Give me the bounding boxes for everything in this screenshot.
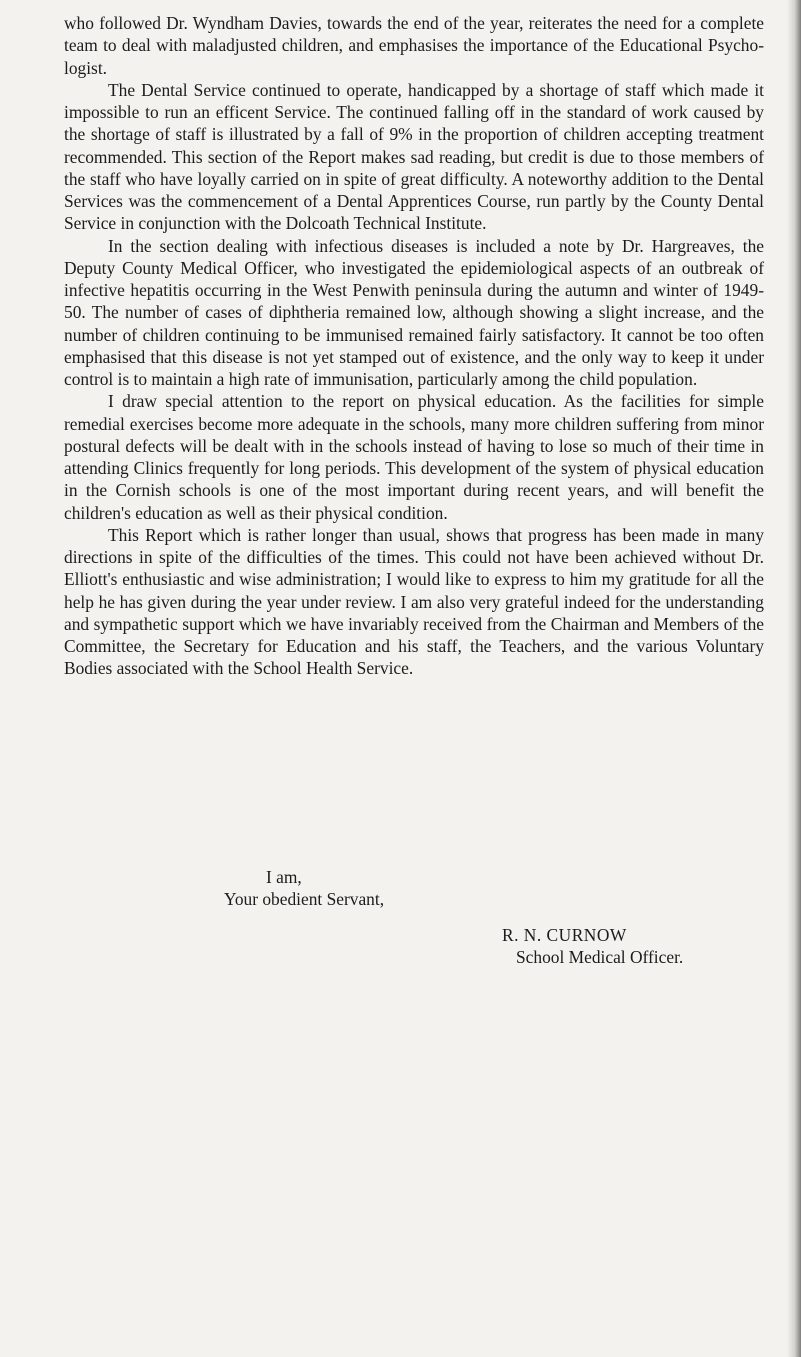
- signatory-title: School Medical Officer.: [516, 947, 684, 967]
- closing-servant: Your obedient Servant,: [224, 889, 385, 909]
- paragraph-psychologist: who followed Dr. Wyndham Davies, towards the end of the year, reiterates the need for a complete team to deal with maladjusted children, and emphasises the importance of the Educational Psychologist.: [64, 13, 764, 78]
- paragraph-dental-service: The Dental Service continued to operate, handicapped by a shortage of staff which made it impossible to run an efficent Service. The continued falling off in the standard of work caused by the shortage of staff is illustrated by a fall of 9% in the proportion of children accepting treatment recommended. This section of the Report makes sad reading, but credit is due to those members of the staff who have loyally carried on in spite of great difficulty. A noteworthy addition to the Dental Services was the commencement of a Dental Apprentices Course, run partly by the County Dental Service in conjunction with the Dolcoath Technical Institute.: [64, 79, 764, 234]
- signatory-name: R. N. CURNOW: [502, 925, 627, 945]
- document-page: [64, 12, 764, 967]
- paragraph-infectious-diseases: In the section dealing with infectious diseases is included a note by Dr. Hargreaves, the Deputy County Medical Officer, who investigated the epidemiological aspects of an outbreak of infective hepatitis occurring in the West Penwith peninsula during the autumn and winter of 1949-50. The number of cases of diphtheria remained low, although showing a slight increase, and the number of children continuing to be immunised remained fairly satisfactory. It cannot be too often emphasised that this disease is not yet stamped out of existence, and the only way to keep it under control is to maintain a high rate of immunisation, particularly among the child population.: [64, 235, 764, 389]
- closing-salutation: I am,: [266, 867, 302, 887]
- page-edge-shadow: [787, 0, 801, 1357]
- paragraph-acknowledgements: This Report which is rather longer than usual, shows that progress has been made in many directions in spite of the difficulties of the times. This could not have been achieved without Dr. Elliott's enthusiastic and wise administration; I would like to express to him my gratitude for all the help he has given during the year under review. I am also very grateful indeed for the understanding and sympathetic support which we have invariably received from the Chairman and Members of the Committee, the Secretary for Education and his staff, the Teachers, and the various Voluntary Bodies associated with the School Health Service.: [64, 524, 764, 679]
- paragraph-physical-education: I draw special attention to the report on physical education. As the facilities for simple remedial exercises become more adequate in the schools, many more children suffering from minor postural defects will be dealt with in the schools instead of having to lose so much of their time in attending Clinics frequently for long periods. This development of the system of physical education in the Cornish schools is one of the most important during recent years, and will benefit the children's education as well as their physical condition.: [64, 391, 764, 523]
